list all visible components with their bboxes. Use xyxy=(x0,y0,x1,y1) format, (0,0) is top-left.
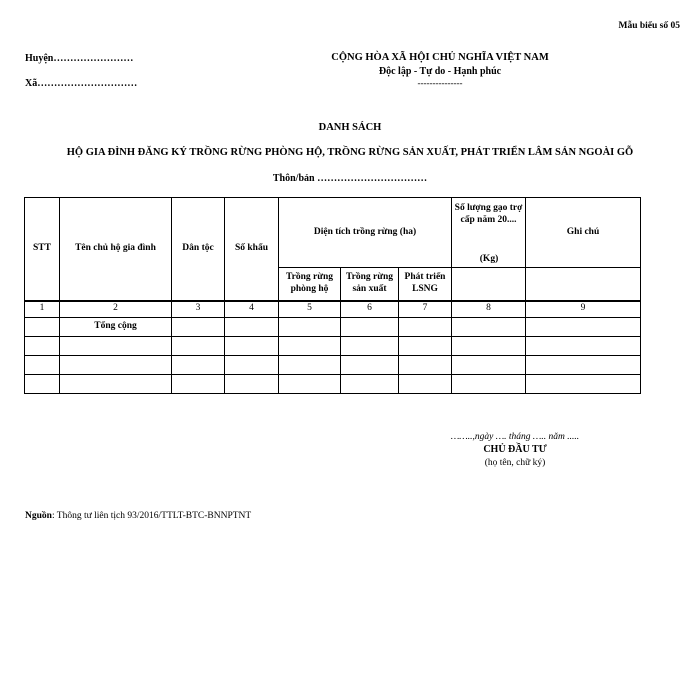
column-number: 4 xyxy=(225,301,279,318)
total-label: Tổng cộng xyxy=(60,318,172,337)
document-subtitle: HỘ GIA ĐÌNH ĐĂNG KÝ TRỒNG RỪNG PHÒNG HỘ, TRỒNG RỪNG SẢN XUẤT, PHÁT TRIỂN LÂM SẢN NGOÀI GỖ xyxy=(66,147,634,158)
document-title: DANH SÁCH xyxy=(318,122,382,133)
table-row xyxy=(25,375,641,394)
header-rice-cont xyxy=(452,268,526,301)
motto-divider: --------------- xyxy=(417,78,463,88)
header-area-protective: Trồng rừng phòng hộ xyxy=(279,268,341,301)
column-number: 8 xyxy=(452,301,526,318)
column-number: 1 xyxy=(25,301,60,318)
source-text: : Thông tư liên tịch 93/2016/TTLT-BTC-BNNPTNT xyxy=(51,511,252,521)
household-table xyxy=(24,197,641,394)
commune-label: Xã………………………… xyxy=(25,78,138,89)
motto: Độc lập - Tự do - Hạnh phúc xyxy=(378,66,502,77)
header-area-lsng: Phát triển LSNG xyxy=(399,268,452,301)
header-note: Ghi chú xyxy=(526,198,641,268)
header-area-production: Trồng rừng sản xuất xyxy=(341,268,399,301)
table-row xyxy=(25,318,641,337)
header-stt: STT xyxy=(25,198,60,301)
signature-note: (họ tên, chữ ký) xyxy=(484,458,546,468)
table-row xyxy=(25,301,641,318)
column-number: 9 xyxy=(526,301,641,318)
national-title: CỘNG HÒA XÃ HỘI CHỦ NGHĨA VIỆT NAM xyxy=(331,52,549,63)
header-rice-label: Số lượng gạo trợ cấp năm 20.... xyxy=(454,203,523,225)
header-members: Số khẩu xyxy=(225,198,279,301)
header-owner: Tên chủ hộ gia đình xyxy=(60,198,172,301)
header-area: Diện tích trồng rừng (ha) xyxy=(279,198,452,268)
header-ethnicity: Dân tộc xyxy=(172,198,225,301)
header-note-cont xyxy=(526,268,641,301)
source-label: Nguồn xyxy=(25,511,52,521)
column-number: 7 xyxy=(399,301,452,318)
header-rice-unit: (Kg) xyxy=(479,254,499,264)
column-number: 2 xyxy=(60,301,172,318)
table-row xyxy=(25,356,641,375)
signature-date: ……..,ngày …. tháng ….. năm ..... xyxy=(450,432,580,442)
column-number: 6 xyxy=(341,301,399,318)
form-number: Mẫu biểu số 05 xyxy=(618,21,680,31)
district-label: Huyện…………………… xyxy=(25,53,134,64)
source-note xyxy=(25,511,251,521)
column-number: 5 xyxy=(279,301,341,318)
table-row xyxy=(25,337,641,356)
signature-title: CHỦ ĐẦU TƯ xyxy=(483,444,547,455)
village-line: Thôn/bản …………………………… xyxy=(272,173,428,184)
column-number: 3 xyxy=(172,301,225,318)
